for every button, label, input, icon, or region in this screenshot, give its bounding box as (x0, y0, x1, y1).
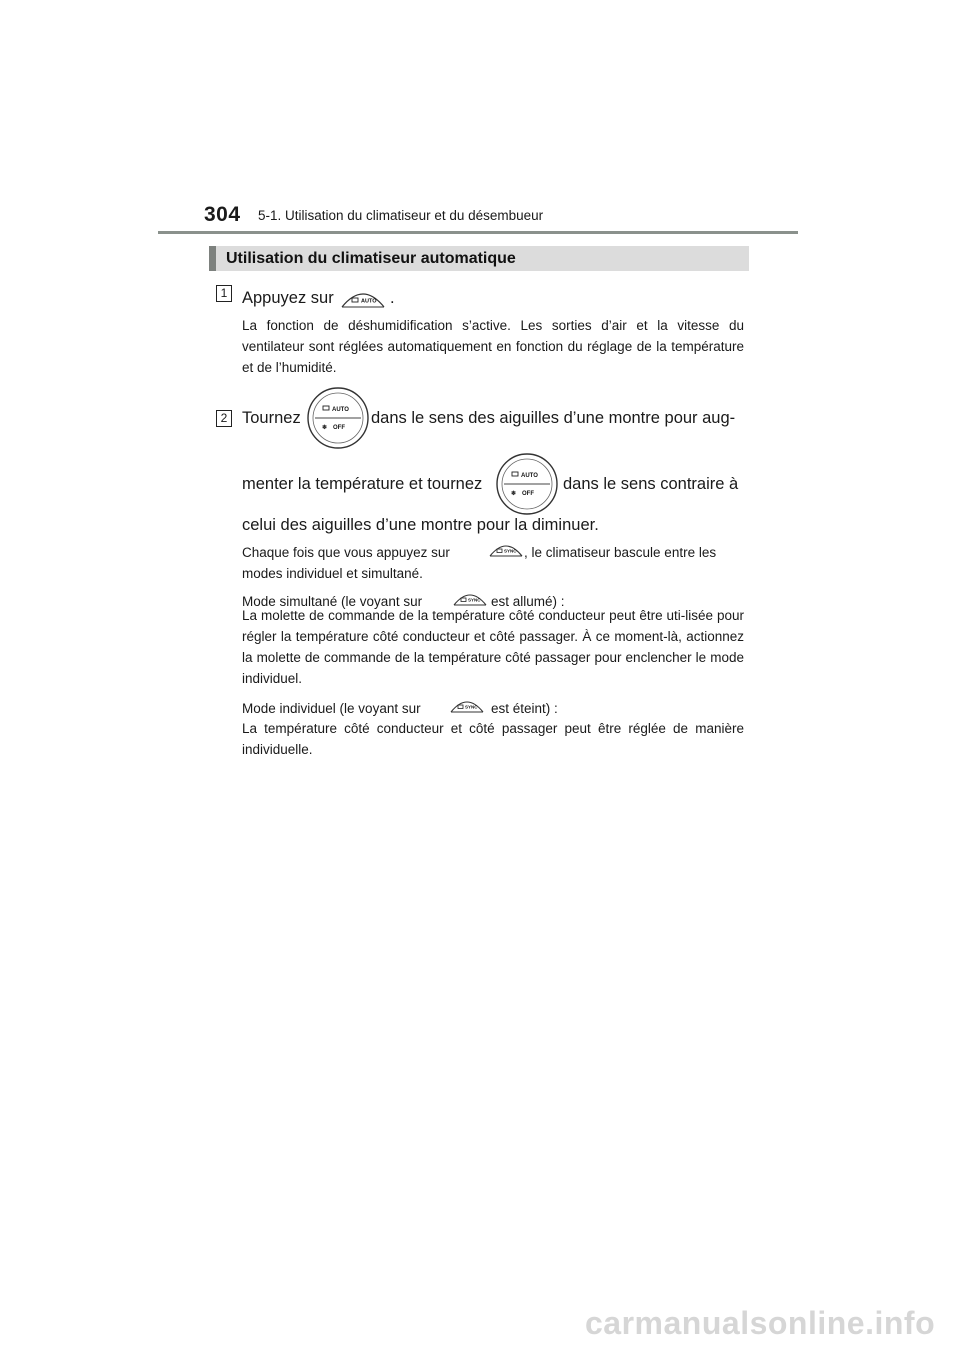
svg-text:SYNC: SYNC (468, 597, 481, 603)
step1-lead-text: Appuyez sur (242, 289, 334, 307)
svg-text:OFF: OFF (333, 425, 345, 431)
subheading-accent-bar (209, 246, 216, 271)
step-number-1: 1 (216, 285, 232, 302)
sync-button-icon (449, 694, 485, 714)
step1-lead-period: . (390, 289, 395, 307)
svg-text:❄: ❄ (511, 491, 517, 497)
svg-text:AUTO: AUTO (332, 407, 349, 413)
simultaneous-mode-body: La molette de commande de la température côté conducteur peut être uti-lisée pour régler la température côté conducteur et côté passager. À ce moment-là, actionnez la molette de commande de la température côté passager pour enclencher le mode individuel. (242, 608, 744, 686)
sync-button-icon (452, 587, 488, 607)
individual-mode-title-end: est éteint) : (491, 701, 558, 716)
step2-line2-end: dans le sens contraire à (563, 475, 739, 493)
svg-text:AUTO: AUTO (361, 298, 377, 305)
header-divider (158, 231, 798, 234)
sync-text-end: , le climatiseur bascule entre les (524, 545, 717, 560)
step2-line1-end: dans le sens des aiguilles d’une montre pour aug- (371, 409, 736, 427)
auto-button-icon (339, 283, 387, 309)
step2-line3: celui des aiguilles d’une montre pour la diminuer. (242, 516, 599, 534)
simultaneous-mode-title: Mode simultané (le voyant sur (242, 594, 423, 609)
svg-text:❄: ❄ (322, 425, 328, 431)
individual-mode-body: La température côté conducteur et côté passager peut être réglée de manière individuelle. (242, 721, 744, 757)
watermark: carmanualsonline.info (585, 1305, 936, 1341)
temperature-dial-icon (495, 452, 559, 516)
sync-text-cont: modes individuel et simultané. (242, 566, 423, 581)
svg-text:SYNC: SYNC (465, 704, 478, 710)
sync-text-start: Chaque fois que vous appuyez sur (242, 545, 450, 560)
page-number: 304 (204, 203, 241, 226)
step-number-2: 2 (216, 410, 232, 427)
svg-text:SYNC: SYNC (504, 548, 517, 554)
individual-mode-title: Mode individuel (le voyant sur (242, 701, 421, 716)
temperature-dial-icon (306, 386, 370, 450)
step2-line2-start: menter la température et tournez (242, 475, 483, 493)
step2-line1-start: Tournez (242, 409, 301, 427)
step1-detail: La fonction de déshumidification s’active. Les sorties d’air et la vitesse du ventilateur sont réglées automatiquement en fonction du réglage de la température et de l’humidité. (242, 318, 744, 375)
sync-button-icon (488, 538, 524, 558)
subheading-title: Utilisation du climatiseur automatique (226, 250, 516, 267)
simultaneous-mode-title-end: est allumé) : (491, 594, 565, 609)
section-title: 5-1. Utilisation du climatiseur et du désembueur (258, 208, 544, 223)
svg-text:OFF: OFF (522, 491, 534, 497)
svg-text:AUTO: AUTO (521, 473, 538, 479)
